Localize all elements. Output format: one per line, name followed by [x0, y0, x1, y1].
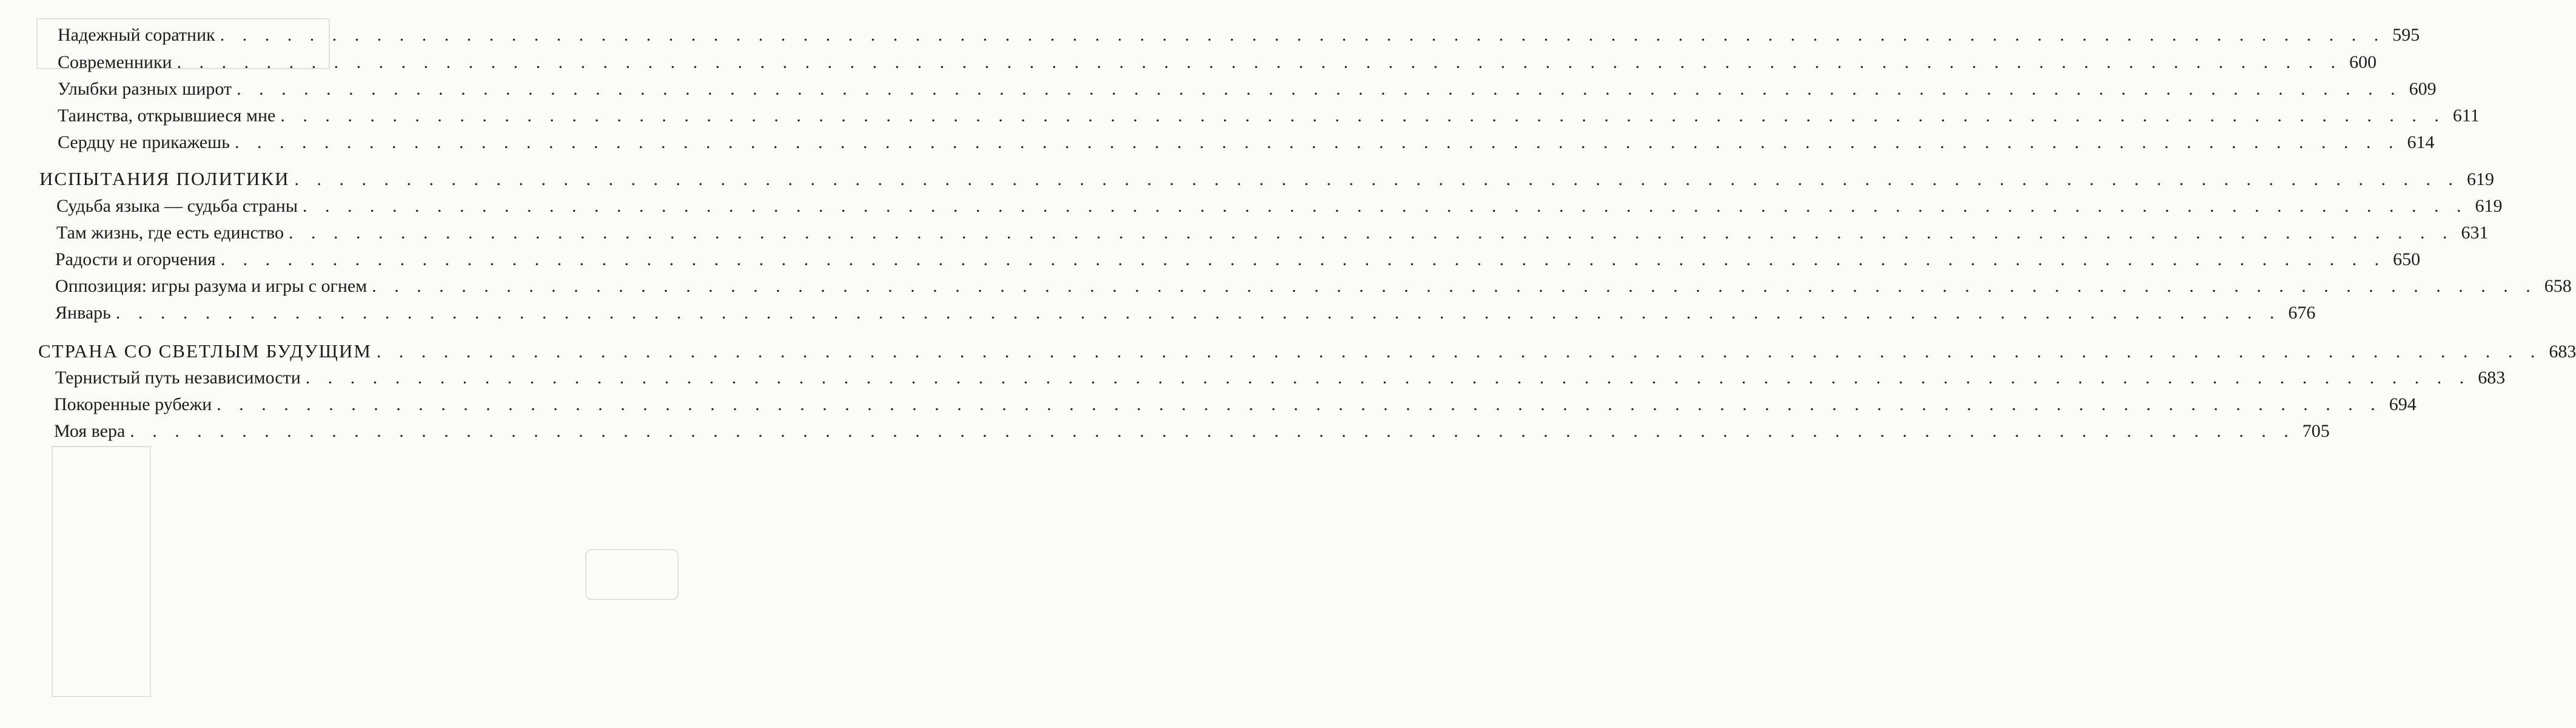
toc-entry-page: 683: [2478, 368, 2506, 388]
toc-entry[interactable]: [56, 222, 2489, 244]
toc-entry-page: 658: [2544, 276, 2572, 296]
toc-entry[interactable]: [56, 195, 2503, 217]
toc-section-page: 683: [2549, 342, 2576, 362]
toc-entry-title: Судьба языка — судьба страны: [56, 196, 298, 216]
toc-entry[interactable]: [58, 132, 2435, 153]
toc-entry[interactable]: [58, 105, 2480, 127]
toc-entry-title: Оппозиция: игры разума и игры с огнем: [55, 276, 367, 296]
toc-section-heading[interactable]: [39, 168, 2494, 190]
toc-entry-page: 611: [2452, 106, 2480, 126]
dot-leader: . . . . . . . . . . . . . . . . . . . . . . . . . . . . . . . . . . . . . . . . . . . . . . . . . . . . . . . . . . . . . . . . . . . . . . . . . . . . . . . . . . . . . . . . . . . . . . . . .: [303, 196, 2468, 216]
bleed-through-stamp-box: [585, 549, 679, 600]
toc-entry-page: 650: [2393, 249, 2421, 269]
dot-leader: . . . . . . . . . . . . . . . . . . . . . . . . . . . . . . . . . . . . . . . . . . . . . . . . . . . . . . . . . . . . . . . . . . . . . . . . . . . . . . . . . . . . . . . . . . . . . . . . .: [216, 394, 2382, 414]
dot-leader: . . . . . . . . . . . . . . . . . . . . . . . . . . . . . . . . . . . . . . . . . . . . . . . . . . . . . . . . . . . . . . . . . . . . . . . . . . . . . . . . . . . . . . . . . . . . . . . . .: [234, 132, 2400, 152]
toc-entry[interactable]: [55, 275, 2572, 297]
dot-leader: . . . . . . . . . . . . . . . . . . . . . . . . . . . . . . . . . . . . . . . . . . . . . . . . . . . . . . . . . . . . . . . . . . . . . . . . . . . . . . . . . . . . . . . . . . . . . . . . .: [305, 368, 2471, 388]
toc-entry[interactable]: [58, 52, 2377, 73]
dot-leader: . . . . . . . . . . . . . . . . . . . . . . . . . . . . . . . . . . . . . . . . . . . . . . . . . . . . . . . . . . . . . . . . . . . . . . . . . . . . . . . . . . . . . . . . . . . . . . . . .: [220, 249, 2386, 269]
toc-entry-title: Моя вера: [54, 421, 126, 441]
toc-entry-title: Улыбки разных широт: [58, 79, 232, 99]
toc-entry[interactable]: [55, 249, 2421, 271]
dot-leader: . . . . . . . . . . . . . . . . . . . . . . . . . . . . . . . . . . . . . . . . . . . . . . . . . . . . . . . . . . . . . . . . . . . . . . . . . . . . . . . . . . . . . . . . . . . . . . . . .: [220, 25, 2386, 45]
toc-entry[interactable]: [55, 367, 2506, 389]
toc-entry-title: Надежный соратник: [58, 25, 215, 45]
dot-leader: . . . . . . . . . . . . . . . . . . . . . . . . . . . . . . . . . . . . . . . . . . . . . . . . . . . . . . . . . . . . . . . . . . . . . . . . . . . . . . . . . . . . . . . . . . . . . . . . .: [176, 52, 2343, 72]
dot-leader: . . . . . . . . . . . . . . . . . . . . . . . . . . . . . . . . . . . . . . . . . . . . . . . . . . . . . . . . . . . . . . . . . . . . . . . . . . . . . . . . . . . . . . . . . . . . . . . . .: [289, 223, 2454, 243]
toc-entry-title: Январь: [55, 303, 111, 323]
toc-entry-title: Современники: [58, 52, 172, 72]
toc-entry-page: 705: [2302, 421, 2330, 441]
toc-entry[interactable]: [58, 24, 2420, 46]
dot-leader: . . . . . . . . . . . . . . . . . . . . . . . . . . . . . . . . . . . . . . . . . . . . . . . . . . . . . . . . . . . . . . . . . . . . . . . . . . . . . . . . . . . . . . . . . . . . . . . . .: [130, 421, 2295, 441]
dot-leader: . . . . . . . . . . . . . . . . . . . . . . . . . . . . . . . . . . . . . . . . . . . . . . . . . . . . . . . . . . . . . . . . . . . . . . . . . . . . . . . . . . . . . . . . . . . . . . . . .: [280, 106, 2446, 126]
toc-entry[interactable]: [54, 420, 2330, 442]
toc-entry-page: 631: [2461, 223, 2489, 243]
toc-entry-title: Сердцу не прикажешь: [58, 132, 230, 152]
toc-entry-page: 676: [2288, 303, 2316, 323]
toc-section-title: ИСПЫТАНИЯ ПОЛИТИКИ: [39, 168, 290, 189]
bleed-through-barcode-box: [52, 446, 151, 697]
toc-section-heading[interactable]: [38, 340, 2576, 363]
toc-entry-page: 609: [2409, 79, 2437, 99]
toc-section-title: СТРАНА СО СВЕТЛЫМ БУДУЩИМ: [38, 340, 372, 362]
dot-leader: . . . . . . . . . . . . . . . . . . . . . . . . . . . . . . . . . . . . . . . . . . . . . . . . . . . . . . . . . . . . . . . . . . . . . . . . . . . . . . . . . . . . . . . . . . . . . . . . .: [236, 79, 2402, 99]
toc-entry-title: Радости и огорчения: [55, 249, 216, 269]
dot-leader: . . . . . . . . . . . . . . . . . . . . . . . . . . . . . . . . . . . . . . . . . . . . . . . . . . . . . . . . . . . . . . . . . . . . . . . . . . . . . . . . . . . . . . . . . . . . . . . . .: [294, 169, 2460, 189]
toc-entry[interactable]: [55, 302, 2316, 324]
dot-leader: . . . . . . . . . . . . . . . . . . . . . . . . . . . . . . . . . . . . . . . . . . . . . . . . . . . . . . . . . . . . . . . . . . . . . . . . . . . . . . . . . . . . . . . . . . . . . . . . .: [376, 342, 2542, 362]
toc-entry-page: 619: [2475, 196, 2503, 216]
toc-entry-title: Тернистый путь независимости: [55, 368, 301, 388]
dot-leader: . . . . . . . . . . . . . . . . . . . . . . . . . . . . . . . . . . . . . . . . . . . . . . . . . . . . . . . . . . . . . . . . . . . . . . . . . . . . . . . . . . . . . . . . . . . . . . . . .: [115, 303, 2281, 323]
toc-entry-page: 694: [2389, 394, 2417, 414]
toc-entry-title: Таинства, открывшиеся мне: [58, 106, 276, 126]
dot-leader: . . . . . . . . . . . . . . . . . . . . . . . . . . . . . . . . . . . . . . . . . . . . . . . . . . . . . . . . . . . . . . . . . . . . . . . . . . . . . . . . . . . . . . . . . . . . . . . . .: [372, 276, 2537, 296]
toc-entry[interactable]: [58, 78, 2437, 100]
toc-entry-page: 595: [2392, 25, 2420, 45]
toc-entry[interactable]: [54, 394, 2417, 416]
toc-entry-title: Покоренные рубежи: [54, 394, 212, 414]
toc-section-page: 619: [2467, 169, 2494, 189]
toc-entry-page: 614: [2407, 132, 2435, 152]
toc-entry-page: 600: [2349, 52, 2377, 72]
toc-entry-title: Там жизнь, где есть единство: [56, 223, 284, 243]
